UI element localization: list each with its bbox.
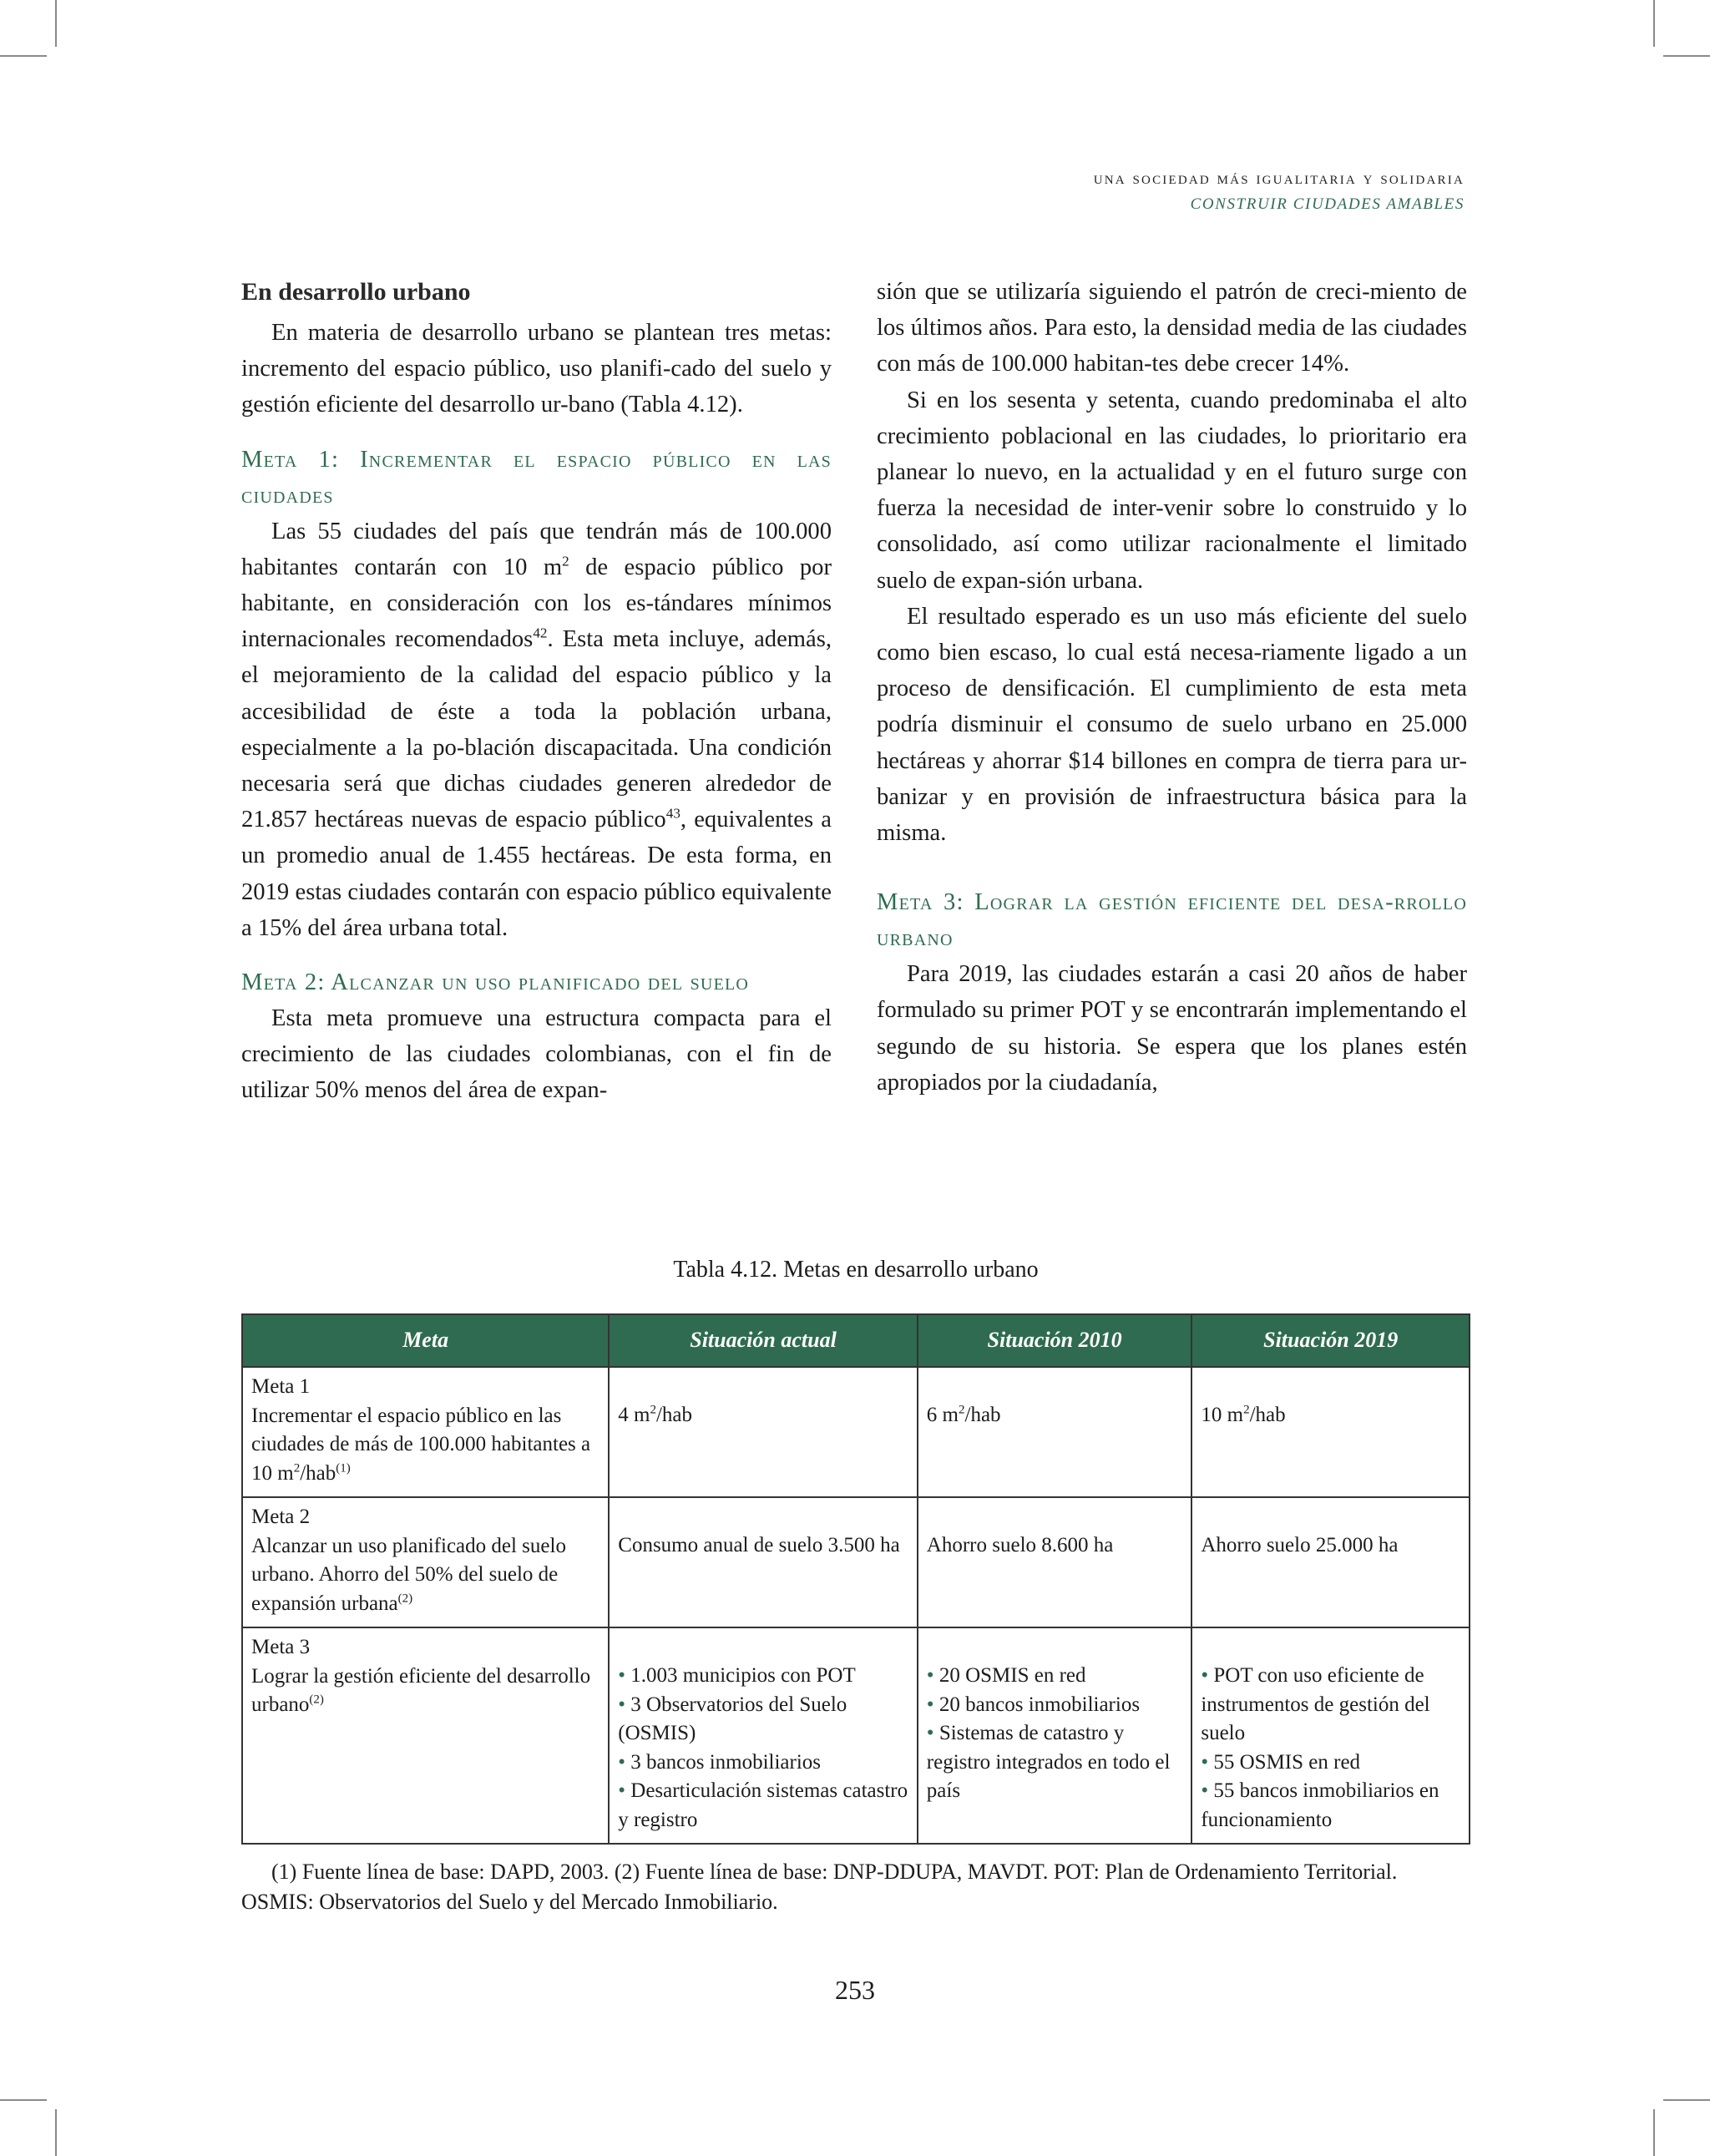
s2019-cell: Ahorro suelo 25.000 ha (1191, 1497, 1470, 1627)
body-paragraph: Si en los sesenta y setenta, cuando predominaba el alto crecimiento poblacional en las ciudades, lo prioritario era planear lo nuevo, en la actualidad y en el futuro surge con fuerza la necesidad de inter-venir sobre lo construido y lo consolidado, así como utilizar racionalmente el limitado suelo de expan-sión urbana. (877, 387, 1467, 594)
s2019-cell (1191, 1627, 1470, 1844)
actual-cell (609, 1627, 918, 1844)
list-item (1201, 1749, 1460, 1778)
meta2-paragraph: Esta meta promueve una estructura compacta para el crecimiento de las ciudades colombianas, con el fin de utilizar 50% menos del área de expan- (241, 1005, 832, 1104)
meta-text: Alcanzar un uso planificado del suelo urbano. Ahorro del 50% del suelo de expansión urbana (251, 1534, 566, 1615)
meta1-text: de espacio público por habitante, en consideración con los es-tándares mínimos internacionales recomendados (241, 554, 832, 653)
continuation-paragraph: sión que se utilizaría siguiendo el patrón de creci-miento de los últimos años. Para esto, la densidad media de las ciudades con más de 100.000 habitan-tes debe crecer 14%. (877, 279, 1467, 377)
meta-description (251, 1402, 600, 1489)
bullet-icon: • (1201, 1664, 1209, 1687)
list-item-text: 3 Observatorios del Suelo (OSMIS) (618, 1693, 847, 1744)
crop-mark (1653, 0, 1655, 47)
table-header: Meta (242, 1314, 609, 1367)
superscript: 2 (293, 1461, 301, 1475)
list-item-text: Sistemas de catastro y registro integrados en todo el país (926, 1722, 1171, 1802)
bullet-icon: • (1201, 1779, 1209, 1802)
superscript: 2 (959, 1403, 965, 1417)
running-head (1094, 165, 1465, 215)
bullet-icon: • (618, 1779, 626, 1802)
actual-cell: Consumo anual de suelo 3.500 ha (609, 1497, 918, 1627)
running-head-subtitle: CONSTRUIR CIUDADES AMABLES (1190, 195, 1465, 213)
meta2-heading: Meta 2: Alcanzar un uso planificado del suelo (241, 969, 750, 996)
footnote-ref: (2) (309, 1693, 324, 1707)
meta-label: Meta 1 (251, 1375, 311, 1398)
list-item-text: 55 OSMIS en red (1213, 1750, 1361, 1774)
s2010-cell (918, 1367, 1192, 1497)
list-item (618, 1691, 908, 1749)
footnote-ref: 42 (533, 625, 548, 641)
list-item (1201, 1662, 1460, 1749)
meta-cell (242, 1627, 609, 1844)
bullet-icon: • (926, 1693, 934, 1716)
meta1-text: . Esta meta incluye, además, el mejoramiento de la calidad del espacio público y la accesibilidad de éste a toda la población urbana, especialmente a la po-blación discapacitada. Una condición necesaria será que dichas ciudades generen alrededor de 21.857 hectáreas nuevas de espacio público (241, 626, 832, 833)
s2010-cell: Ahorro suelo 8.600 ha (918, 1497, 1192, 1627)
cell-value: 4 m (618, 1404, 650, 1426)
crop-mark (55, 0, 57, 47)
list-item (927, 1662, 1183, 1691)
crop-mark (1663, 55, 1710, 57)
bullet-icon: • (1201, 1750, 1209, 1774)
intro-paragraph: En materia de desarrollo urbano se plantean tres metas: incremento del espacio público, uso planifi-cado del suelo y gestión eficiente del desarrollo ur-bano (Tabla 4.12). (241, 320, 832, 418)
cell-value: /hab (655, 1404, 693, 1426)
bullet-icon: • (618, 1693, 626, 1716)
crop-mark (1663, 2099, 1710, 2101)
meta-label: Meta 2 (251, 1506, 311, 1528)
bullet-icon: • (618, 1664, 626, 1687)
list-item-text: 1.003 municipios con POT (630, 1664, 856, 1687)
meta1-heading: Meta 1: Incrementar el espacio público en las ciudades (241, 446, 832, 509)
footnote-ref: (1) (336, 1461, 351, 1475)
list-item-text: 20 OSMIS en red (938, 1664, 1086, 1687)
list-item-text: 3 bancos inmobiliarios (630, 1750, 822, 1774)
list-item (1201, 1777, 1460, 1835)
running-head-title: una sociedad más igualitaria y solidaria (1093, 167, 1465, 188)
meta1-paragraph (241, 514, 832, 946)
metas-table (241, 1313, 1470, 1845)
meta3-heading: Meta 3: Lograr la gestión eficiente del desa-rrollo urbano (877, 889, 1467, 952)
meta3-paragraph: Para 2019, las ciudades estarán a casi 20 años de haber formulado su primer POT y se encontrarán implementando el segundo de su historia. Se espera que los planes estén apropiados por la ciudadanía, (877, 961, 1467, 1096)
meta-description (251, 1532, 600, 1619)
meta-text: /hab (300, 1461, 336, 1485)
meta-text: Lograr la gestión eficiente del desarrollo urbano (251, 1664, 591, 1716)
table-row (242, 1627, 1470, 1844)
superscript: 2 (562, 553, 569, 569)
footnote-ref: 43 (665, 805, 680, 822)
table-header: Situación actual (609, 1314, 918, 1367)
list-item-text: Desarticulación sistemas catastro y registro (618, 1779, 908, 1831)
meta-cell (242, 1367, 609, 1497)
crop-mark (0, 2099, 47, 2101)
bullet-icon: • (618, 1750, 626, 1774)
right-column (877, 274, 1467, 1101)
table-caption: Tabla 4.12. Metas en desarrollo urbano (673, 1257, 1039, 1283)
list-item (927, 1719, 1183, 1806)
superscript: 2 (650, 1403, 656, 1417)
list-item (618, 1749, 908, 1778)
crop-mark (1653, 2109, 1655, 2156)
meta-cell (242, 1497, 609, 1627)
table-row (242, 1497, 1470, 1627)
s2010-cell (918, 1627, 1192, 1844)
list-item (927, 1691, 1183, 1720)
table-header: Situación 2010 (918, 1314, 1192, 1367)
cell-value: 6 m (926, 1404, 959, 1426)
list-item-text: 20 bancos inmobiliarios (938, 1693, 1141, 1716)
superscript: 2 (1243, 1403, 1250, 1417)
cell-value: /hab (1249, 1404, 1286, 1426)
body-paragraph: El resultado esperado es un uso más eficiente del suelo como bien escaso, lo cual está necesa-riamente ligado a un proceso de densificación. El cumplimiento de esta meta podría disminuir el consumo de suelo urbano en 25.000 hectáreas y ahorrar $14 billones en compra de tierra para ur-banizar y en provisión de infraestructura básica para la misma. (877, 603, 1467, 847)
meta-description (251, 1663, 600, 1720)
left-column (241, 274, 832, 1109)
list-item-text: 55 bancos inmobiliarios en funcionamiento (1201, 1779, 1439, 1831)
table-header-row (242, 1314, 1470, 1367)
table-footnote: (1) Fuente línea de base: DAPD, 2003. (2) Fuente línea de base: DNP-DDUPA, MAVDT. POT: Plan de Ordenamiento Territorial. OSMIS: Observatorios del Suelo y del Mercado Inmobiliario. (241, 1860, 1398, 1914)
list-item-text: POT con uso eficiente de instrumentos de gestión del suelo (1201, 1664, 1430, 1744)
cell-value: /hab (964, 1404, 1001, 1426)
table-header: Situación 2019 (1191, 1314, 1470, 1367)
section-title: En desarrollo urbano (241, 278, 471, 306)
meta1-text: , equivalentes a un promedio anual de 1.455 hectáreas. De esta forma, en 2019 estas ciudades contarán con espacio público equivalente a 15% del área urbana total. (241, 807, 832, 941)
crop-mark (0, 55, 47, 57)
page-number: 253 (835, 1975, 875, 2005)
bullet-icon: • (926, 1722, 934, 1744)
table-row (242, 1367, 1470, 1497)
meta-text: Incrementar el espacio público en las ciudades de más de 100.000 habitantes a 10 m (251, 1404, 591, 1485)
meta-label: Meta 3 (251, 1636, 311, 1658)
crop-mark (55, 2109, 57, 2156)
bullet-icon: • (926, 1664, 934, 1687)
list-item (618, 1777, 908, 1835)
actual-cell (609, 1367, 918, 1497)
footnote-ref: (2) (397, 1592, 413, 1606)
list-item (618, 1662, 908, 1691)
cell-value: 10 m (1201, 1404, 1244, 1426)
s2019-cell (1191, 1367, 1470, 1497)
meta1-text: Las 55 ciudades del país que tendrán más de 100.000 habitantes contarán con 10 m (241, 518, 832, 580)
